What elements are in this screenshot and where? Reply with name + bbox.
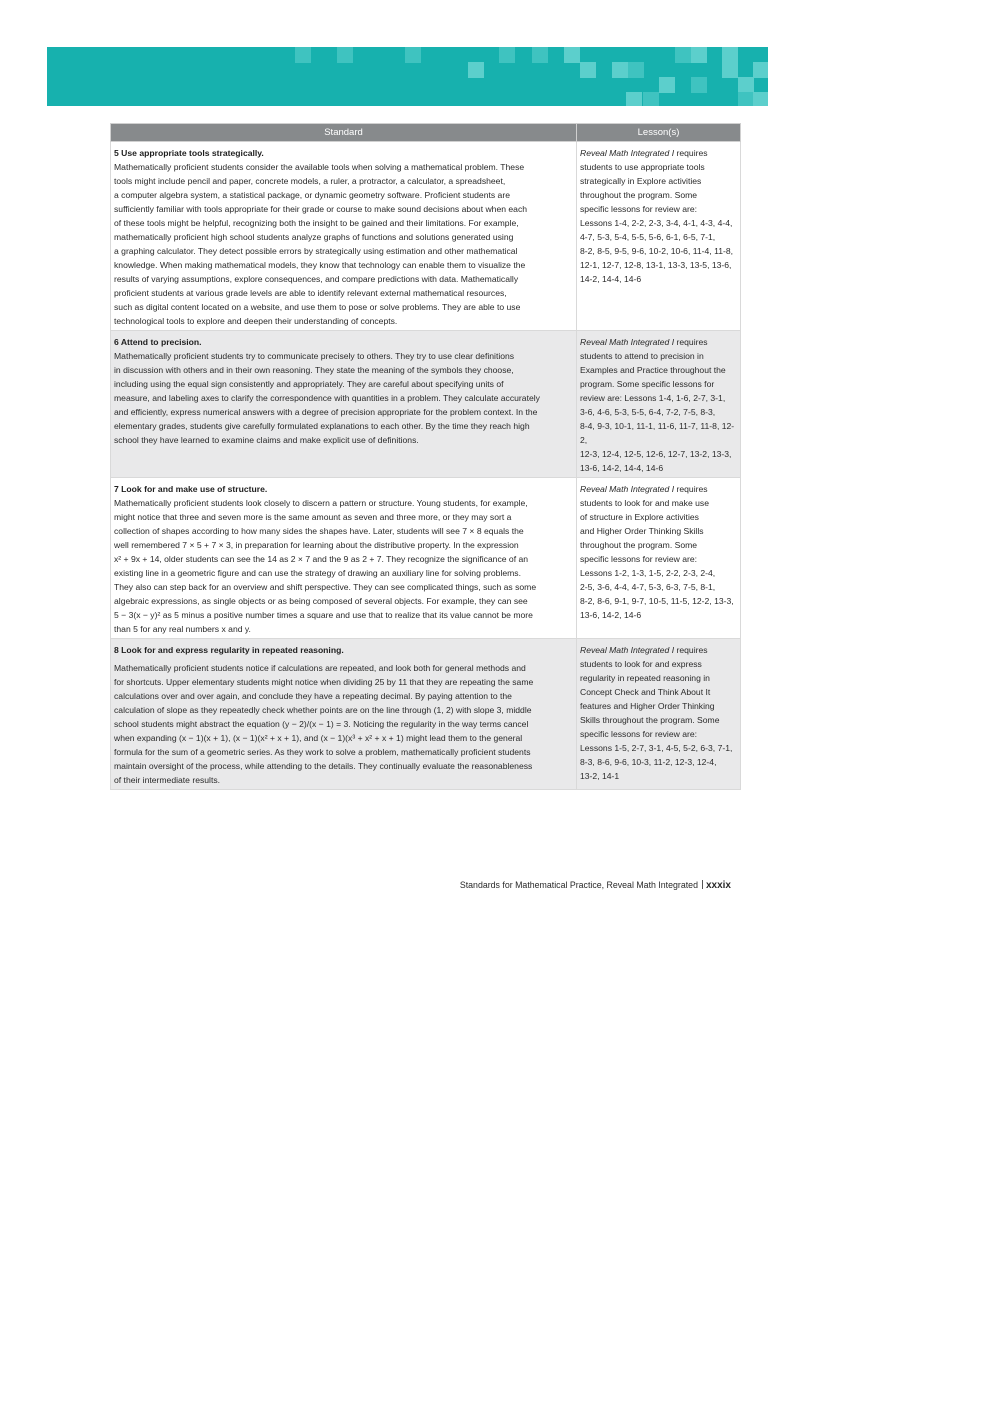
body-line: a computer algebra system, a statistical package, or dynamic geometry software. Proficient students are (114, 190, 510, 200)
lesson-line: students to look for and make use (580, 498, 709, 508)
standard-title: 7 Look for and make use of structure. (114, 484, 268, 494)
footer-divider (702, 880, 703, 889)
body-line: calculations over and over again, and conclude they have a repeating decimal. By paying attention to the (114, 691, 512, 701)
banner-tile (643, 92, 659, 106)
body-line: They also can step back for an overview and shift perspective. They can see complicated things, such as some (114, 582, 537, 592)
standard-cell (111, 331, 577, 478)
table-row (111, 142, 741, 331)
program-name: Reveal Math Integrated I (580, 148, 675, 158)
body-line: in discussion with others and in their own reasoning. They state the meaning of the symbols they choose, (114, 365, 514, 375)
lesson-line: throughout the program. Some (580, 190, 698, 200)
standard-cell (111, 142, 577, 331)
lesson-line: specific lessons for review are: (580, 729, 698, 739)
standard-cell (111, 639, 577, 790)
standards-table (110, 123, 741, 790)
banner-tile (722, 47, 738, 63)
body-line: Mathematically proficient students consider the available tools when solving a mathematical problem. These (114, 162, 525, 172)
banner-tile (628, 62, 644, 78)
program-name: Reveal Math Integrated I (580, 337, 675, 347)
lesson-line: students to use appropriate tools (580, 162, 705, 172)
lesson-line: 8-2, 8-5, 9-5, 9-6, 10-2, 10-6, 11-4, 11-8, (580, 246, 734, 256)
lesson-intro (580, 482, 737, 496)
lesson-text: requires (674, 645, 708, 655)
page-footer (460, 880, 731, 891)
lesson-line: 14-2, 14-4, 14-6 (580, 274, 642, 284)
banner-tile (295, 47, 311, 63)
lesson-line: students to look for and express (580, 659, 702, 669)
lesson-line: Lessons 1-5, 2-7, 3-1, 4-5, 5-2, 6-3, 7-1, (580, 743, 733, 753)
lesson-line: specific lessons for review are: (580, 554, 698, 564)
table-header-row (111, 124, 741, 142)
banner-tile (722, 62, 738, 78)
body-line: tools might include pencil and paper, concrete models, a ruler, a protractor, a calculator, a spreadsheet, (114, 176, 506, 186)
body-line: Mathematically proficient students look closely to discern a pattern or structure. Young students, for example, (114, 498, 528, 508)
lesson-line: Lessons 1-2, 1-3, 1-5, 2-2, 2-3, 2-4, (580, 568, 716, 578)
lesson-line: specific lessons for review are: (580, 204, 698, 214)
banner-tile (691, 77, 707, 93)
body-line: maintain oversight of the process, while attending to the details. They continually evaluate the reasonableness (114, 761, 533, 771)
standard-title: 5 Use appropriate tools strategically. (114, 148, 264, 158)
lesson-line: Skills throughout the program. Some (580, 715, 720, 725)
lesson-line: Concept Check and Think About It (580, 687, 711, 697)
body-line: when expanding (x − 1)(x + 1), (x − 1)(x² + x + 1), and (x − 1)(x³ + x² + x + 1) might lead them to the general (114, 733, 523, 743)
banner-tile (738, 92, 754, 106)
banner-tile (626, 92, 642, 106)
body-line: Mathematically proficient students notice if calculations are repeated, and look both for general methods and (114, 663, 526, 673)
body-line: x² + 9x + 14, older students can see the 14 as 2 × 7 and the 9 as 2 + 7. They recognize the significance of an (114, 554, 529, 564)
banner-tile (580, 62, 596, 78)
banner-tile (675, 47, 691, 63)
header-banner (47, 47, 768, 106)
body-line: technological tools to explore and deepen their understanding of concepts. (114, 316, 398, 326)
body-line: formula for the sum of a geometric series. As they work to solve a problem, mathematically proficient students (114, 747, 531, 757)
banner-tile (738, 77, 754, 93)
body-line: proficient students at various grade levels are able to identify relevant external mathematical resources, (114, 288, 507, 298)
banner-tile (532, 47, 548, 63)
body-line: might notice that three and seven more is the same amount as seven and three more, or they may sort a (114, 512, 512, 522)
banner-tile (753, 62, 768, 78)
program-name: Reveal Math Integrated I (580, 484, 675, 494)
lesson-intro (580, 146, 737, 160)
lesson-line: strategically in Explore activities (580, 176, 702, 186)
banner-tile (691, 47, 707, 63)
table-row (111, 478, 741, 639)
body-line: such as digital content located on a website, and use them to pose or solve problems. They are able to use (114, 302, 521, 312)
banner-tile (612, 62, 628, 78)
lesson-line: 13-2, 14-1 (580, 771, 620, 781)
banner-tile (659, 77, 675, 93)
lesson-line: 13-6, 14-2, 14-4, 14-6 (580, 463, 664, 473)
body-line: well remembered 7 × 5 + 7 × 3, in preparation for learning about the distributive property. In the expression (114, 540, 519, 550)
body-line: elementary grades, students give carefully formulated explanations to each other. By the time they reach high (114, 421, 530, 431)
standard-title: 6 Attend to precision. (114, 337, 202, 347)
lesson-line: Examples and Practice throughout the (580, 365, 726, 375)
lesson-line: 12-3, 12-4, 12-5, 12-6, 12-7, 13-2, 13-3, (580, 449, 732, 459)
body-line: sufficiently familiar with tools appropriate for their grade or course to make sound decisions about when each (114, 204, 528, 214)
lesson-line: regularity in repeated reasoning in (580, 673, 710, 683)
lesson-line: 8-4, 9-3, 10-1, 11-1, 11-6, 11-7, 11-8, 12-2, (580, 421, 735, 445)
lesson-line: throughout the program. Some (580, 540, 698, 550)
lesson-line: 13-6, 14-2, 14-6 (580, 610, 642, 620)
lesson-intro (580, 335, 737, 349)
body-line: a graphing calculator. They detect possible errors by strategically using estimation and other mathematical (114, 246, 518, 256)
body-line: school they have learned to examine claims and make explicit use of definitions. (114, 435, 419, 445)
banner-tile (564, 47, 580, 63)
body-line: than 5 for any real numbers x and y. (114, 624, 251, 634)
banner-tile (337, 47, 353, 63)
lesson-intro (580, 643, 737, 657)
body-line: including using the equal sign consistently and appropriately. They are careful about specifying units of (114, 379, 504, 389)
lesson-line: and Higher Order Thinking Skills (580, 526, 704, 536)
lessons-cell (577, 639, 741, 790)
standard-title: 8 Look for and express regularity in repeated reasoning. (114, 645, 344, 655)
lesson-text: requires (674, 484, 708, 494)
banner-tile (405, 47, 421, 63)
lesson-line: students to attend to precision in (580, 351, 704, 361)
body-line: mathematically proficient high school students analyze graphs of functions and solutions generated using (114, 232, 514, 242)
lessons-cell (577, 142, 741, 331)
body-line: measure, and labeling axes to clarify the correspondence with quantities in a problem. They calculate accurately (114, 393, 540, 403)
lesson-line: review are: Lessons 1-4, 1-6, 2-7, 3-1, (580, 393, 726, 403)
body-line: school students might abstract the equation (y − 2)/(x − 1) = 3. Noticing the regularity in the way terms cancel (114, 719, 529, 729)
lesson-text: requires (674, 337, 708, 347)
page-number: xxxix (705, 880, 731, 891)
body-line: knowledge. When making mathematical models, they know that technology can enable them to visualize the (114, 260, 526, 270)
body-line: algebraic expressions, as single objects or as being composed of several objects. For example, they can see (114, 596, 528, 606)
banner-tile (753, 92, 768, 106)
body-line: and efficiently, express numerical answers with a degree of precision appropriate for the problem context. In the (114, 407, 538, 417)
lesson-line: 3-6, 4-6, 5-3, 5-5, 6-4, 7-2, 7-5, 8-3, (580, 407, 716, 417)
body-line: calculation of slope as they repeatedly check whether points are on the line through (1, 2) with slope 3, middle (114, 705, 532, 715)
lesson-line: of structure in Explore activities (580, 512, 699, 522)
lesson-line: 12-1, 12-7, 12-8, 13-1, 13-3, 13-5, 13-6, (580, 260, 732, 270)
lesson-line: 2-5, 3-6, 4-4, 4-7, 5-3, 6-3, 7-5, 8-1, (580, 582, 716, 592)
body-line: of their intermediate results. (114, 775, 221, 785)
banner-tile (468, 62, 484, 78)
lesson-line: 8-2, 8-6, 9-1, 9-7, 10-5, 11-5, 12-2, 13-3, (580, 596, 734, 606)
body-line: 5 − 3(x − y)² as 5 minus a positive number times a square and use that to realize that its value cannot be more (114, 610, 533, 620)
body-line: for shortcuts. Upper elementary students might notice when dividing 25 by 11 that they are repeating the same (114, 677, 534, 687)
lesson-line: Lessons 1-4, 2-2, 2-3, 3-4, 4-1, 4-3, 4-4, (580, 218, 733, 228)
table-row (111, 331, 741, 478)
footer-text: Standards for Mathematical Practice, Reveal Math Integrated (459, 880, 698, 890)
table-row (111, 639, 741, 790)
lessons-cell (577, 331, 741, 478)
program-name: Reveal Math Integrated I (580, 645, 675, 655)
body-line: of these tools might be helpful, recognizing both the insight to be gained and their limitations. For example, (114, 218, 519, 228)
body-line: existing line in a geometric figure and can use the strategy of drawing an auxiliary line for solving problems. (114, 568, 521, 578)
body-line: results of varying assumptions, explore consequences, and compare predictions with data. Mathematically (114, 274, 519, 284)
lessons-column-header: Lesson(s) (577, 124, 741, 142)
lesson-line: 8-3, 8-6, 9-6, 10-3, 11-2, 12-3, 12-4, (580, 757, 717, 767)
body-line: Mathematically proficient students try to communicate precisely to others. They try to use clear definitions (114, 351, 515, 361)
lesson-line: 4-7, 5-3, 5-4, 5-5, 5-6, 6-1, 6-5, 7-1, (580, 232, 716, 242)
body-line: collection of shapes according to how many sides the shapes have. Later, students will see 7 × 8 equals the (114, 526, 524, 536)
lesson-line: program. Some specific lessons for (580, 379, 715, 389)
standard-column-header: Standard (111, 124, 577, 142)
lessons-cell (577, 478, 741, 639)
standard-cell (111, 478, 577, 639)
lesson-text: requires (674, 148, 708, 158)
lesson-line: features and Higher Order Thinking (580, 701, 715, 711)
banner-tile (499, 47, 515, 63)
